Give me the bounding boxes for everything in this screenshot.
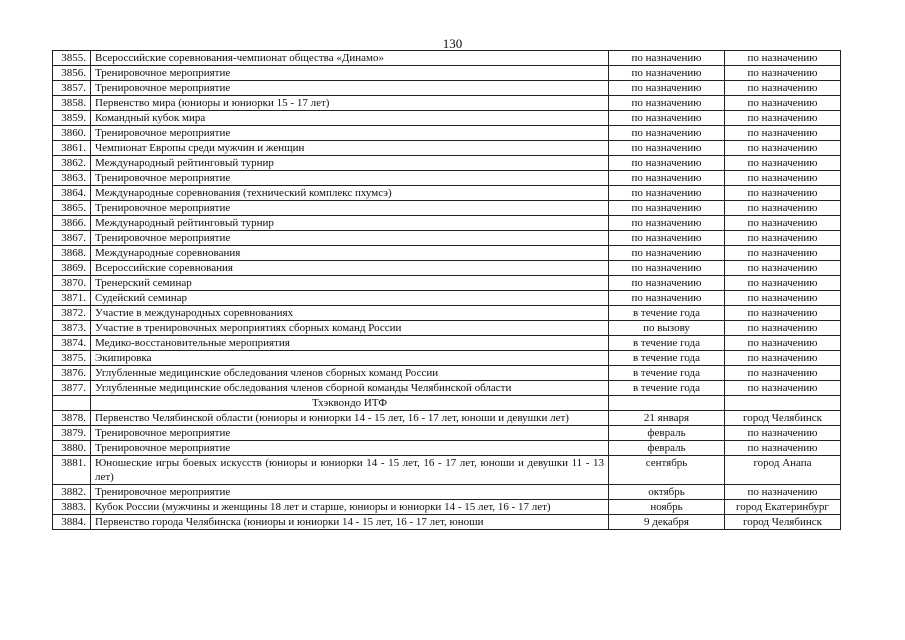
event-name-cell: Тренировочное мероприятие (91, 441, 609, 456)
date-cell: по назначению (609, 231, 725, 246)
date-cell: 9 декабря (609, 515, 725, 530)
place-cell: по назначению (725, 426, 841, 441)
event-name-cell: Юношеские игры боевых искусств (юниоры и юниорки 14 - 15 лет, 16 - 17 лет, юноши и девушки 11 - 13 лет) (91, 456, 609, 485)
table-row (53, 456, 841, 485)
place-cell: по назначению (725, 321, 841, 336)
row-number-cell: 3878. (53, 411, 91, 426)
row-number-cell: 3880. (53, 441, 91, 456)
table-row (53, 441, 841, 456)
event-name-cell: Первенство мира (юниоры и юниорки 15 - 17 лет) (91, 96, 609, 111)
place-cell (725, 396, 841, 411)
row-number-cell: 3855. (53, 51, 91, 66)
place-cell: по назначению (725, 276, 841, 291)
place-cell: по назначению (725, 366, 841, 381)
row-number-cell: 3861. (53, 141, 91, 156)
date-cell: сентябрь (609, 456, 725, 485)
place-cell: по назначению (725, 306, 841, 321)
date-cell (609, 396, 725, 411)
date-cell: по назначению (609, 141, 725, 156)
event-name-cell: Участие в тренировочных мероприятиях сборных команд России (91, 321, 609, 336)
row-number-cell: 3868. (53, 246, 91, 261)
event-name-cell: Кубок России (мужчины и женщины 18 лет и старше, юниоры и юниорки 14 - 15 лет, 16 - 17 лет) (91, 500, 609, 515)
place-cell: по назначению (725, 81, 841, 96)
event-name-cell: Командный кубок мира (91, 111, 609, 126)
date-cell: по назначению (609, 66, 725, 81)
date-cell: по назначению (609, 276, 725, 291)
row-number-cell: 3857. (53, 81, 91, 96)
place-cell: город Екатеринбург (725, 500, 841, 515)
table-row (53, 51, 841, 66)
date-cell: в течение года (609, 306, 725, 321)
place-cell: по назначению (725, 485, 841, 500)
table-row (53, 411, 841, 426)
date-cell: 21 января (609, 411, 725, 426)
place-cell: по назначению (725, 201, 841, 216)
date-cell: по назначению (609, 261, 725, 276)
event-name-cell: Участие в международных соревнованиях (91, 306, 609, 321)
row-number-cell: 3863. (53, 171, 91, 186)
table-row (53, 426, 841, 441)
place-cell: по назначению (725, 126, 841, 141)
place-cell: по назначению (725, 111, 841, 126)
place-cell: по назначению (725, 261, 841, 276)
place-cell: по назначению (725, 96, 841, 111)
table-row (53, 246, 841, 261)
event-name-cell: Углубленные медицинские обследования членов сборных команд России (91, 366, 609, 381)
table-row (53, 231, 841, 246)
event-name-cell: Тренировочное мероприятие (91, 81, 609, 96)
date-cell: февраль (609, 441, 725, 456)
table-row (53, 261, 841, 276)
date-cell: по назначению (609, 186, 725, 201)
event-name-cell: Чемпионат Европы среди мужчин и женщин (91, 141, 609, 156)
event-name-cell: Судейский семинар (91, 291, 609, 306)
place-cell: по назначению (725, 441, 841, 456)
row-number-cell: 3876. (53, 366, 91, 381)
row-number-cell: 3875. (53, 351, 91, 366)
place-cell: по назначению (725, 336, 841, 351)
table-row (53, 81, 841, 96)
row-number-cell: 3881. (53, 456, 91, 485)
section-title: Тхэквондо ИТФ (91, 396, 609, 411)
event-name-cell: Первенство Челябинской области (юниоры и юниорки 14 - 15 лет, 16 - 17 лет, юноши и девушки лет) (91, 411, 609, 426)
place-cell: по назначению (725, 216, 841, 231)
row-number-cell: 3862. (53, 156, 91, 171)
place-cell: город Челябинск (725, 515, 841, 530)
date-cell: по назначению (609, 96, 725, 111)
table-row (53, 336, 841, 351)
event-name-cell: Первенство города Челябинска (юниоры и юниорки 14 - 15 лет, 16 - 17 лет, юноши (91, 515, 609, 530)
row-number-cell: 3874. (53, 336, 91, 351)
date-cell: по назначению (609, 201, 725, 216)
event-name-cell: Тренерский семинар (91, 276, 609, 291)
event-name-cell: Международный рейтинговый турнир (91, 216, 609, 231)
row-number-cell: 3883. (53, 500, 91, 515)
table-row (53, 321, 841, 336)
row-number-cell: 3884. (53, 515, 91, 530)
event-name-cell: Медико-восстановительные мероприятия (91, 336, 609, 351)
place-cell: по назначению (725, 291, 841, 306)
event-name-cell: Экипировка (91, 351, 609, 366)
row-number-cell: 3866. (53, 216, 91, 231)
date-cell: по назначению (609, 51, 725, 66)
table-row (53, 216, 841, 231)
date-cell: в течение года (609, 351, 725, 366)
date-cell: по назначению (609, 111, 725, 126)
event-name-cell: Тренировочное мероприятие (91, 66, 609, 81)
date-cell: по назначению (609, 291, 725, 306)
row-number-cell: 3873. (53, 321, 91, 336)
table-row (53, 111, 841, 126)
events-table (52, 50, 841, 530)
place-cell: по назначению (725, 231, 841, 246)
page-number: 130 (442, 36, 463, 51)
date-cell: ноябрь (609, 500, 725, 515)
section-row (53, 396, 841, 411)
date-cell: по назначению (609, 216, 725, 231)
place-cell: по назначению (725, 51, 841, 66)
table-row (53, 515, 841, 530)
row-number-cell: 3882. (53, 485, 91, 500)
row-number-cell: 3871. (53, 291, 91, 306)
table-row (53, 156, 841, 171)
row-number-cell: 3865. (53, 201, 91, 216)
row-number-cell: 3860. (53, 126, 91, 141)
row-number-cell: 3864. (53, 186, 91, 201)
date-cell: по назначению (609, 156, 725, 171)
date-cell: по назначению (609, 126, 725, 141)
date-cell: октябрь (609, 485, 725, 500)
event-name-cell: Углубленные медицинские обследования членов сборной команды Челябинской области (91, 381, 609, 396)
event-name-cell: Тренировочное мероприятие (91, 126, 609, 141)
event-name-cell: Тренировочное мероприятие (91, 171, 609, 186)
place-cell: по назначению (725, 246, 841, 261)
place-cell: по назначению (725, 381, 841, 396)
row-number-cell: 3872. (53, 306, 91, 321)
place-cell: по назначению (725, 156, 841, 171)
table-row (53, 500, 841, 515)
table-row (53, 186, 841, 201)
date-cell: февраль (609, 426, 725, 441)
event-name-cell: Международные соревнования (91, 246, 609, 261)
date-cell: в течение года (609, 336, 725, 351)
table-row (53, 351, 841, 366)
row-number-cell: 3858. (53, 96, 91, 111)
row-number-cell: 3856. (53, 66, 91, 81)
place-cell: город Челябинск (725, 411, 841, 426)
date-cell: по назначению (609, 246, 725, 261)
date-cell: по назначению (609, 81, 725, 96)
event-name-cell: Тренировочное мероприятие (91, 485, 609, 500)
row-number-cell: 3877. (53, 381, 91, 396)
place-cell: по назначению (725, 66, 841, 81)
event-name-cell: Международный рейтинговый турнир (91, 156, 609, 171)
event-name-cell: Всероссийские соревнования-чемпионат общества «Динамо» (91, 51, 609, 66)
table-row (53, 201, 841, 216)
event-name-cell: Тренировочное мероприятие (91, 201, 609, 216)
event-name-cell: Международные соревнования (технический комплекс пхумсэ) (91, 186, 609, 201)
table-row (53, 276, 841, 291)
row-number-cell (53, 396, 91, 411)
table-row (53, 66, 841, 81)
place-cell: город Анапа (725, 456, 841, 485)
row-number-cell: 3869. (53, 261, 91, 276)
date-cell: по назначению (609, 171, 725, 186)
event-name-cell: Всероссийские соревнования (91, 261, 609, 276)
table-row (53, 306, 841, 321)
table-row (53, 291, 841, 306)
row-number-cell: 3859. (53, 111, 91, 126)
row-number-cell: 3870. (53, 276, 91, 291)
date-cell: в течение года (609, 381, 725, 396)
event-name-cell: Тренировочное мероприятие (91, 426, 609, 441)
table-row (53, 171, 841, 186)
row-number-cell: 3879. (53, 426, 91, 441)
table-row (53, 126, 841, 141)
date-cell: в течение года (609, 366, 725, 381)
row-number-cell: 3867. (53, 231, 91, 246)
place-cell: по назначению (725, 141, 841, 156)
event-name-cell: Тренировочное мероприятие (91, 231, 609, 246)
date-cell: по вызову (609, 321, 725, 336)
table-row (53, 96, 841, 111)
table-row (53, 366, 841, 381)
table-row (53, 485, 841, 500)
place-cell: по назначению (725, 186, 841, 201)
place-cell: по назначению (725, 171, 841, 186)
place-cell: по назначению (725, 351, 841, 366)
table-row (53, 141, 841, 156)
table-row (53, 381, 841, 396)
